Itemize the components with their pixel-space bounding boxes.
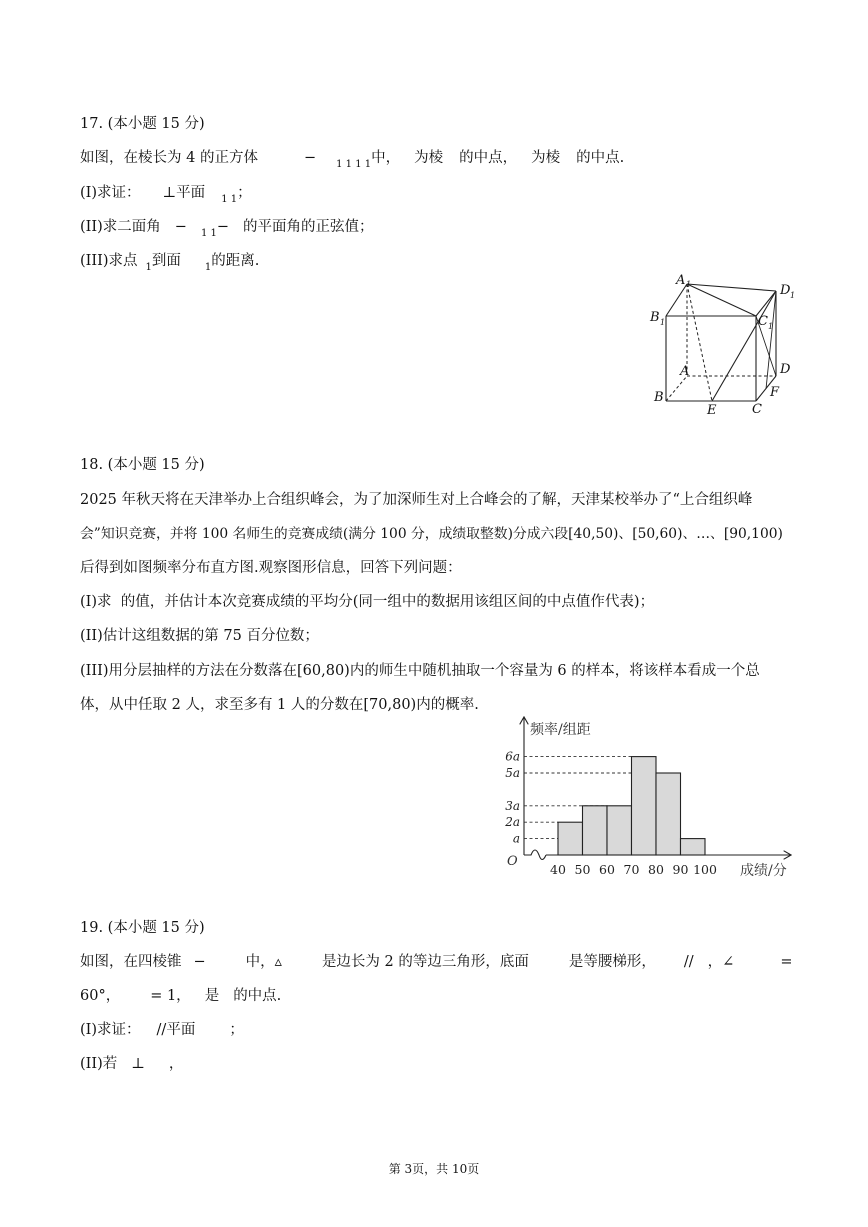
q18-part2: (II)估计这组数据的第 75 百分位数； [80, 628, 319, 644]
label-C1: C [758, 314, 768, 329]
q18-part1: (I)求 的值，并估计本次竞赛成绩的平均分(同一组中的数据用该组区间的中点值作代表)； [80, 594, 655, 610]
y-tick-label: 2a [505, 815, 520, 830]
histogram-bar [583, 806, 608, 855]
label-B1: B [650, 310, 660, 325]
q18-part3-b: 体，从中任取 2 人，求至多有 1 人的分数在[70,80)内的概率. [80, 697, 479, 713]
label-A1: A [676, 273, 686, 288]
q17-stem: 如图，在棱长为 4 的正方体 − $_{1 1 1 1}$中， 为棱 的中点， 为棱 的中点. [80, 150, 625, 170]
x-tick-label: 70 [623, 862, 640, 877]
y-tick-label: a [512, 831, 520, 846]
y-tick-label: 3a [505, 798, 520, 813]
origin-label: O [507, 854, 518, 869]
label-F: F [770, 385, 780, 400]
q17-part3: (III)求点 $_1$到面 $_1$的距离. [80, 253, 260, 273]
q17-part1: (I)求证： ⊥平面 $_{1 1}$； [80, 185, 252, 205]
frequency-histogram [500, 712, 805, 882]
histogram-bar [656, 773, 681, 855]
q19-stem-2: 60°， = 1， 是 的中点. [80, 988, 282, 1004]
q19-header: 19. (本小题 15 分) [80, 920, 205, 936]
q17-header: 17. (本小题 15 分) [80, 116, 205, 132]
histogram-bar [558, 822, 583, 855]
cube-figure [640, 268, 810, 420]
y-axis-label: 频率/组距 [530, 722, 591, 738]
label-C: C [752, 402, 762, 417]
q18-para-2: 会”知识竞赛，并将 100 名师生的竞赛成绩(满分 100 分，成绩取整数)分成六段[40,50)、[50,60)、…、[90,100) [80, 526, 783, 542]
svg-text:1: 1 [768, 322, 774, 331]
x-axis-label: 成绩/分 [740, 863, 787, 879]
q18-para-3: 后得到如图频率分布直方图.观察图形信息，回答下列问题： [80, 560, 462, 576]
x-tick-label: 40 [550, 862, 566, 877]
q19-part1: (I)求证： //平面 ； [80, 1022, 244, 1038]
label-D: D [780, 362, 791, 377]
label-E: E [707, 403, 717, 418]
x-tick-label: 100 [693, 862, 717, 877]
x-tick-label: 60 [599, 862, 615, 877]
label-A: A [680, 364, 690, 379]
histogram-bar [607, 806, 632, 855]
histogram-bar [681, 839, 706, 855]
y-tick-label: 5a [505, 766, 520, 780]
label-D1: D [780, 283, 791, 298]
x-tick-label: 80 [648, 862, 664, 877]
histogram-bar [632, 757, 657, 855]
svg-text:1: 1 [686, 280, 692, 289]
q19-stem-1: 如图，在四棱锥 − 中，▵ 是边长为 2 的等边三角形，底面 是等腰梯形， // ，∠ = [80, 954, 793, 970]
q18-para-1: 2025 年秋天将在天津举办上合组织峰会，为了加深师生对上合峰会的了解，天津某校举办了“上合组织峰 [80, 492, 753, 508]
svg-text:1: 1 [790, 291, 796, 300]
q18-header: 18. (本小题 15 分) [80, 457, 205, 473]
svg-text:1: 1 [660, 318, 666, 327]
x-tick-label: 90 [672, 862, 689, 877]
x-tick-label: 50 [574, 862, 591, 877]
q18-part3-a: (III)用分层抽样的方法在分数落在[60,80)内的师生中随机抽取一个容量为 6 的样本，将该样本看成一个总 [80, 663, 760, 679]
q17-part2: (II)求二面角 − $_{1 1}$− 的平面角的正弦值； [80, 219, 374, 239]
q19-part2: (II)若 ⊥ ， [80, 1056, 184, 1072]
page-footer: 第 3页，共 10页 [388, 1162, 480, 1176]
label-B: B [654, 390, 664, 405]
y-tick-label: 6a [505, 749, 520, 764]
